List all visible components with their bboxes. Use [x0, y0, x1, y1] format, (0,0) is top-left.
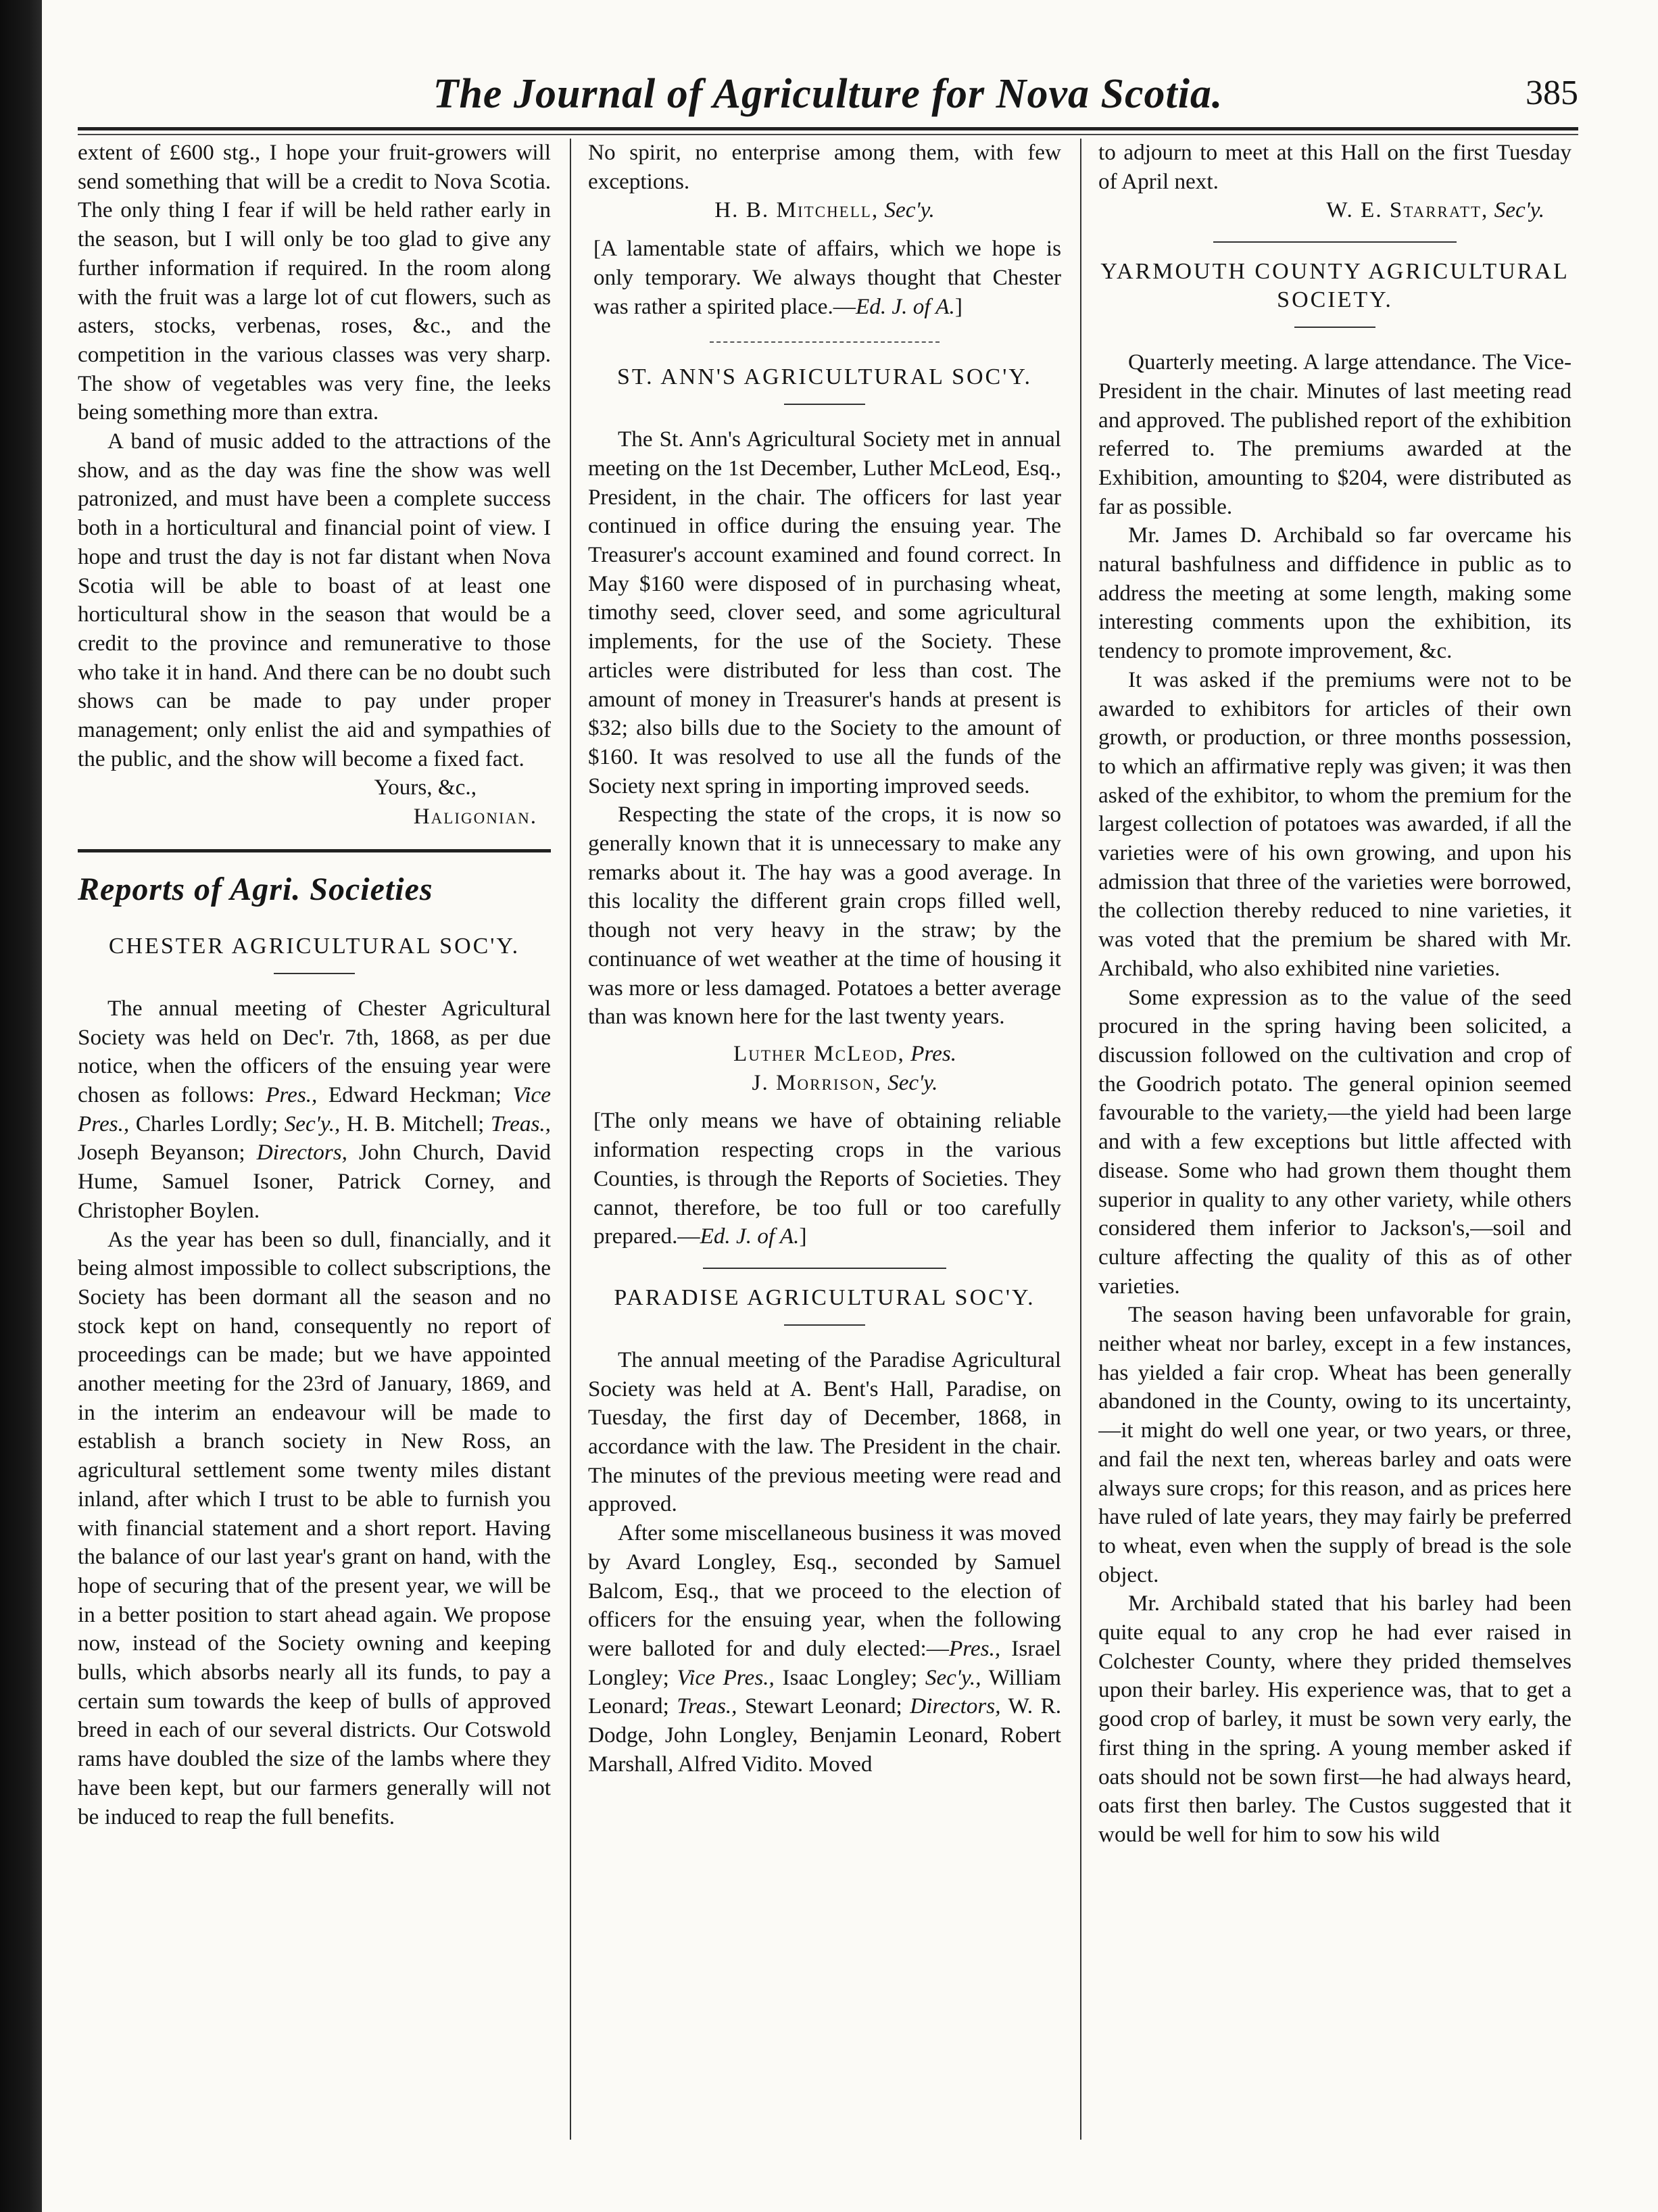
- signature-title: Sec'y.: [1494, 197, 1544, 223]
- section-rule: [703, 1268, 946, 1269]
- column-divider: [570, 139, 571, 2140]
- heading-rule: [274, 973, 355, 974]
- text-run: Joseph Beyanson;: [78, 1140, 257, 1165]
- office-label: Sec'y.,: [284, 1111, 341, 1136]
- yarmouth-paragraph: Mr. James D. Archibald so far overcame his natural bashfulness and diffidence in public as to address the meeting at some length, making some interesting comments upon the exhibition, its tendency to promote improvement, &c.: [1098, 523, 1571, 664]
- column-divider: [1080, 139, 1081, 2140]
- yarmouth-paragraph: Mr. Archibald stated that his barley had been quite equal to any crop he had ever raised in Colchester County, where they prided themselves upon their barley. His experience was, that to get a good crop of barley, it must be sown very early, the first thing in the spring. A young member asked if oats should not be sown first—he had always heard, oats first then barley. The Custos suggested that it would be well for him to sow his wild: [1098, 1591, 1571, 1847]
- office-label: Pres.,: [948, 1635, 1001, 1661]
- letter-paragraph: A band of music added to the attractions of the show, and as the day was fine the show was well patronized, and must have been a complete success both in a horticultural and financial point of view. I hope and trust the day is not far distant when Nova Scotia will be able to boast of at least one horticultural show in the season that would be a credit to the province and remunerative to those who take it in hand. And there can be no doubt such shows can be made to pay under proper management; only enlist the aid and sympathies of the public, and the show will become a fixed fact.: [78, 429, 551, 771]
- yarmouth-paragraph: It was asked if the premiums were not to be awarded to exhibitors for articles of their own growth, or production, or three months possession, to which an affirmative reply was given; it was then asked of the exhibitor, to whom the premium for the largest collection of potatoes was awarded, if all the varieties were of his own growing, and upon his admission that three of the varieties were borrowed, the collection thereby reduced to nine varieties, it was voted that the premium be shared with Mr. Archibald, who also exhibited nine varieties.: [1098, 667, 1571, 981]
- paradise-heading: PARADISE AGRICULTURAL SOC'Y.: [614, 1284, 1035, 1310]
- secretary-signature: [588, 196, 1061, 225]
- text-run: H. B. Mitchell;: [340, 1111, 491, 1136]
- office-label: Vice Pres.,: [78, 1082, 551, 1136]
- text-run: John Church, David Hume, Samuel Isoner, Patrick Corney, and Christopher Boylen.: [78, 1140, 551, 1223]
- signature-title: Pres.: [910, 1040, 957, 1066]
- text-run: William Leonard;: [588, 1664, 1061, 1719]
- heading-rule: [784, 404, 865, 405]
- editor-credit: Ed. J. of A.: [855, 293, 955, 319]
- heading-rule: [1294, 327, 1375, 328]
- secretary-signature: [1098, 196, 1571, 225]
- paradise-officers-paragraph: [588, 1519, 1061, 1779]
- paradise-paragraph: The annual meeting of the Paradise Agricultural Society was held at A. Bent's Hall, Paradise, on Tuesday, the first day of December, 1868, in accordance with the law. The President in the chair. The minutes of the previous meeting were read and approved.: [588, 1347, 1061, 1517]
- text-run: Isaac Longley;: [774, 1664, 925, 1690]
- text-run: ]: [799, 1224, 807, 1249]
- journal-page: [78, 54, 1578, 1847]
- text-run: The annual meeting of Chester Agricultural Society was held on Dec'r. 7th, 1868, as per due notice, when the officers of the ensuing year were chosen as follows:: [78, 995, 551, 1107]
- signature-name: H. B. Mitchell,: [714, 197, 879, 223]
- office-label: Directors,: [910, 1693, 1001, 1719]
- st-anns-heading: ST. ANN'S AGRICULTURAL SOC'Y.: [616, 364, 1033, 390]
- column-middle: [588, 139, 1061, 2173]
- page-number: 385: [1526, 74, 1578, 112]
- page-header: [78, 54, 1578, 128]
- yarmouth-paragraph: Some expression as to the value of the seed procured in the spring having been solicited, a discussion followed on the cultivation and crop of the Goodrich potato. The general opinion seemed favourable to the variety,—the yield had been large and with a few exceptions but little affected with disease. Some who had grown them thought them superior in quality to any other variety, while others considered them inferior to Jackson's,—soil and culture affecting the quality of this as of other varieties.: [1098, 984, 1571, 1299]
- yarmouth-heading: YARMOUTH COUNTY AGRICULTURAL SOCIETY.: [1100, 259, 1569, 313]
- letter-paragraph: extent of £600 stg., I hope your fruit-growers will send something that will be a credit to Nova Scotia. The only thing I fear if will be held rather early in the season, but I will only be too glad to give any further information if required. In the room along with the fruit was a large lot of cut flowers, such as asters, stocks, verbenas, roses, &c., and the competition in the various classes was very sharp. The show of vegetables was very fine, the leeks being something more than extra.: [78, 140, 551, 425]
- office-label: Vice Pres.,: [677, 1664, 775, 1690]
- office-label: Sec'y.,: [925, 1664, 981, 1690]
- chester-report-paragraph: As the year has been so dull, financially, and it being almost impossible to collect subscriptions, the Society has been dormant all the season and no stock kept on hand, consequently no report of proceedings can be made; but we have appointed another meeting for the 23rd of January, 1869, and in the interim an endeavour will be made to establish a branch society in New Ross, an agricultural settlement some twenty miles distant inland, after which I trust to be able to furnish you with financial statement and a short report. Having the balance of our last year's grant on hand, with the hope of securing that of the present year, we will be in a better position to start ahead again. We propose now, instead of the Society owning and keeping bulls, which absorbs nearly all its funds, to pay a certain sum towards the keep of bulls of approved breed in each of our several districts. Our Cotswold rams have doubled the size of the lambs where they have been kept, but our farmers generally will not be induced to reap the full benefits.: [78, 1226, 551, 1829]
- office-label: Treas.,: [677, 1693, 737, 1719]
- text-run: Stewart Leonard;: [737, 1693, 910, 1719]
- letter-signature: Haligonian.: [413, 804, 537, 830]
- yarmouth-paragraph: Quarterly meeting. A large attendance. The Vice-President in the chair. Minutes of last meeting read and approved. The published report of the exhibition referred to. The premiums awarded at the Exhibition, amounting to $204, were distributed as far as possible.: [1098, 350, 1571, 519]
- st-anns-paragraph: The St. Ann's Agricultural Society met in annual meeting on the 1st December, Luther McLeod, Esq., President, in the chair. The officers for last year continued in office during the ensuing year. The Treasurer's account examined and found correct. In May $160 were disposed of in purchasing wheat, timothy seed, clover seed, and some agricultural implements, for the use of the Society. These articles were distributed for less than cost. The amount of money in Treasurer's hands at present is $32; also bills due to the Society to the amount of $160. It was resolved to use all the funds of the Society next spring in importing improved seeds.: [588, 427, 1061, 798]
- section-rule: [710, 341, 940, 343]
- section-rule: [78, 849, 551, 852]
- article-columns: [78, 139, 1578, 2173]
- yarmouth-paragraph: The season having been unfavorable for grain, neither wheat nor barley, except in a few instances, has yielded a fair crop. Wheat has been generally abandoned in the County, owing to its uncertainty,—it might do well one year, or two years, or three, and fail the next ten, whereas barley and oats were always sure crops; for this reason, and as prices here have ruled of late years, they may fairly be preferred to wheat, even when the supply of bread is the sole object.: [1098, 1302, 1571, 1587]
- signature-name: Luther McLeod,: [733, 1040, 905, 1066]
- text-run: Israel Longley;: [588, 1635, 1061, 1690]
- signature-name: J. Morrison,: [752, 1069, 882, 1095]
- column-left: [78, 139, 551, 2173]
- secretary-signature: [588, 1069, 1061, 1098]
- letter-sign-off: Yours, &c.,: [374, 775, 477, 800]
- office-label: Pres.,: [266, 1082, 318, 1107]
- chester-officers-paragraph: [78, 994, 551, 1226]
- header-rule: [78, 127, 1578, 135]
- editorial-note: [588, 1107, 1061, 1251]
- text-run: ]: [954, 293, 962, 319]
- text-run: Charles Lordly;: [129, 1111, 285, 1136]
- text-run: [The only means we have of obtaining reliable information respecting crops in the various Counties, is through the Reports of Societies. They cannot, therefore, be too full or too carefully prepared.—: [593, 1108, 1061, 1249]
- report-paragraph: No spirit, no enterprise among them, with few exceptions.: [588, 140, 1061, 194]
- editor-credit: Ed. J. of A.: [700, 1224, 800, 1249]
- signature-name: W. E. Starratt,: [1326, 197, 1489, 223]
- office-label: Treas.,: [490, 1111, 551, 1136]
- text-run: [A lamentable state of affairs, which we hope is only temporary. We always thought that Chester was rather a spirited place.—: [593, 236, 1061, 319]
- text-run: Edward Heckman;: [317, 1082, 513, 1107]
- crops-paragraph: Respecting the state of the crops, it is now so generally known that it is unnecessary to make any remarks about it. The hay was a good average. In this locality the different grain crops filled well, though not very heavy in the straw; by the continuance of wet weather at the time of housing it was more or less damaged. Potatoes a better average than was known here for the last twenty years.: [588, 802, 1061, 1030]
- journal-title: The Journal of Agriculture for Nova Scotia.: [433, 71, 1223, 117]
- text-run: W. R. Dodge, John Longley, Benjamin Leonard, Robert Marshall, Alfred Vidito. Moved: [588, 1693, 1061, 1777]
- column-right: [1098, 139, 1571, 2173]
- text-run: After some miscellaneous business it was moved by Avard Longley, Esq., seconded by Samuel Balcom, Esq., that we proceed to the election of officers for the ensuing year, when the following were balloted for and duly elected:—: [588, 1520, 1061, 1661]
- chester-heading: CHESTER AGRICULTURAL SOC'Y.: [108, 933, 520, 959]
- reports-heading: Reports of Agri. Societies: [78, 871, 433, 907]
- editorial-note: [588, 235, 1061, 321]
- heading-rule: [784, 1324, 865, 1326]
- report-paragraph: to adjourn to meet at this Hall on the first Tuesday of April next.: [1098, 140, 1571, 194]
- signature-title: Sec'y.: [884, 197, 935, 223]
- office-label: Directors,: [256, 1140, 347, 1165]
- president-signature: [588, 1040, 1061, 1069]
- section-rule: [1213, 241, 1457, 243]
- signature-title: Sec'y.: [887, 1069, 938, 1095]
- book-spine-shadow: [0, 0, 42, 2212]
